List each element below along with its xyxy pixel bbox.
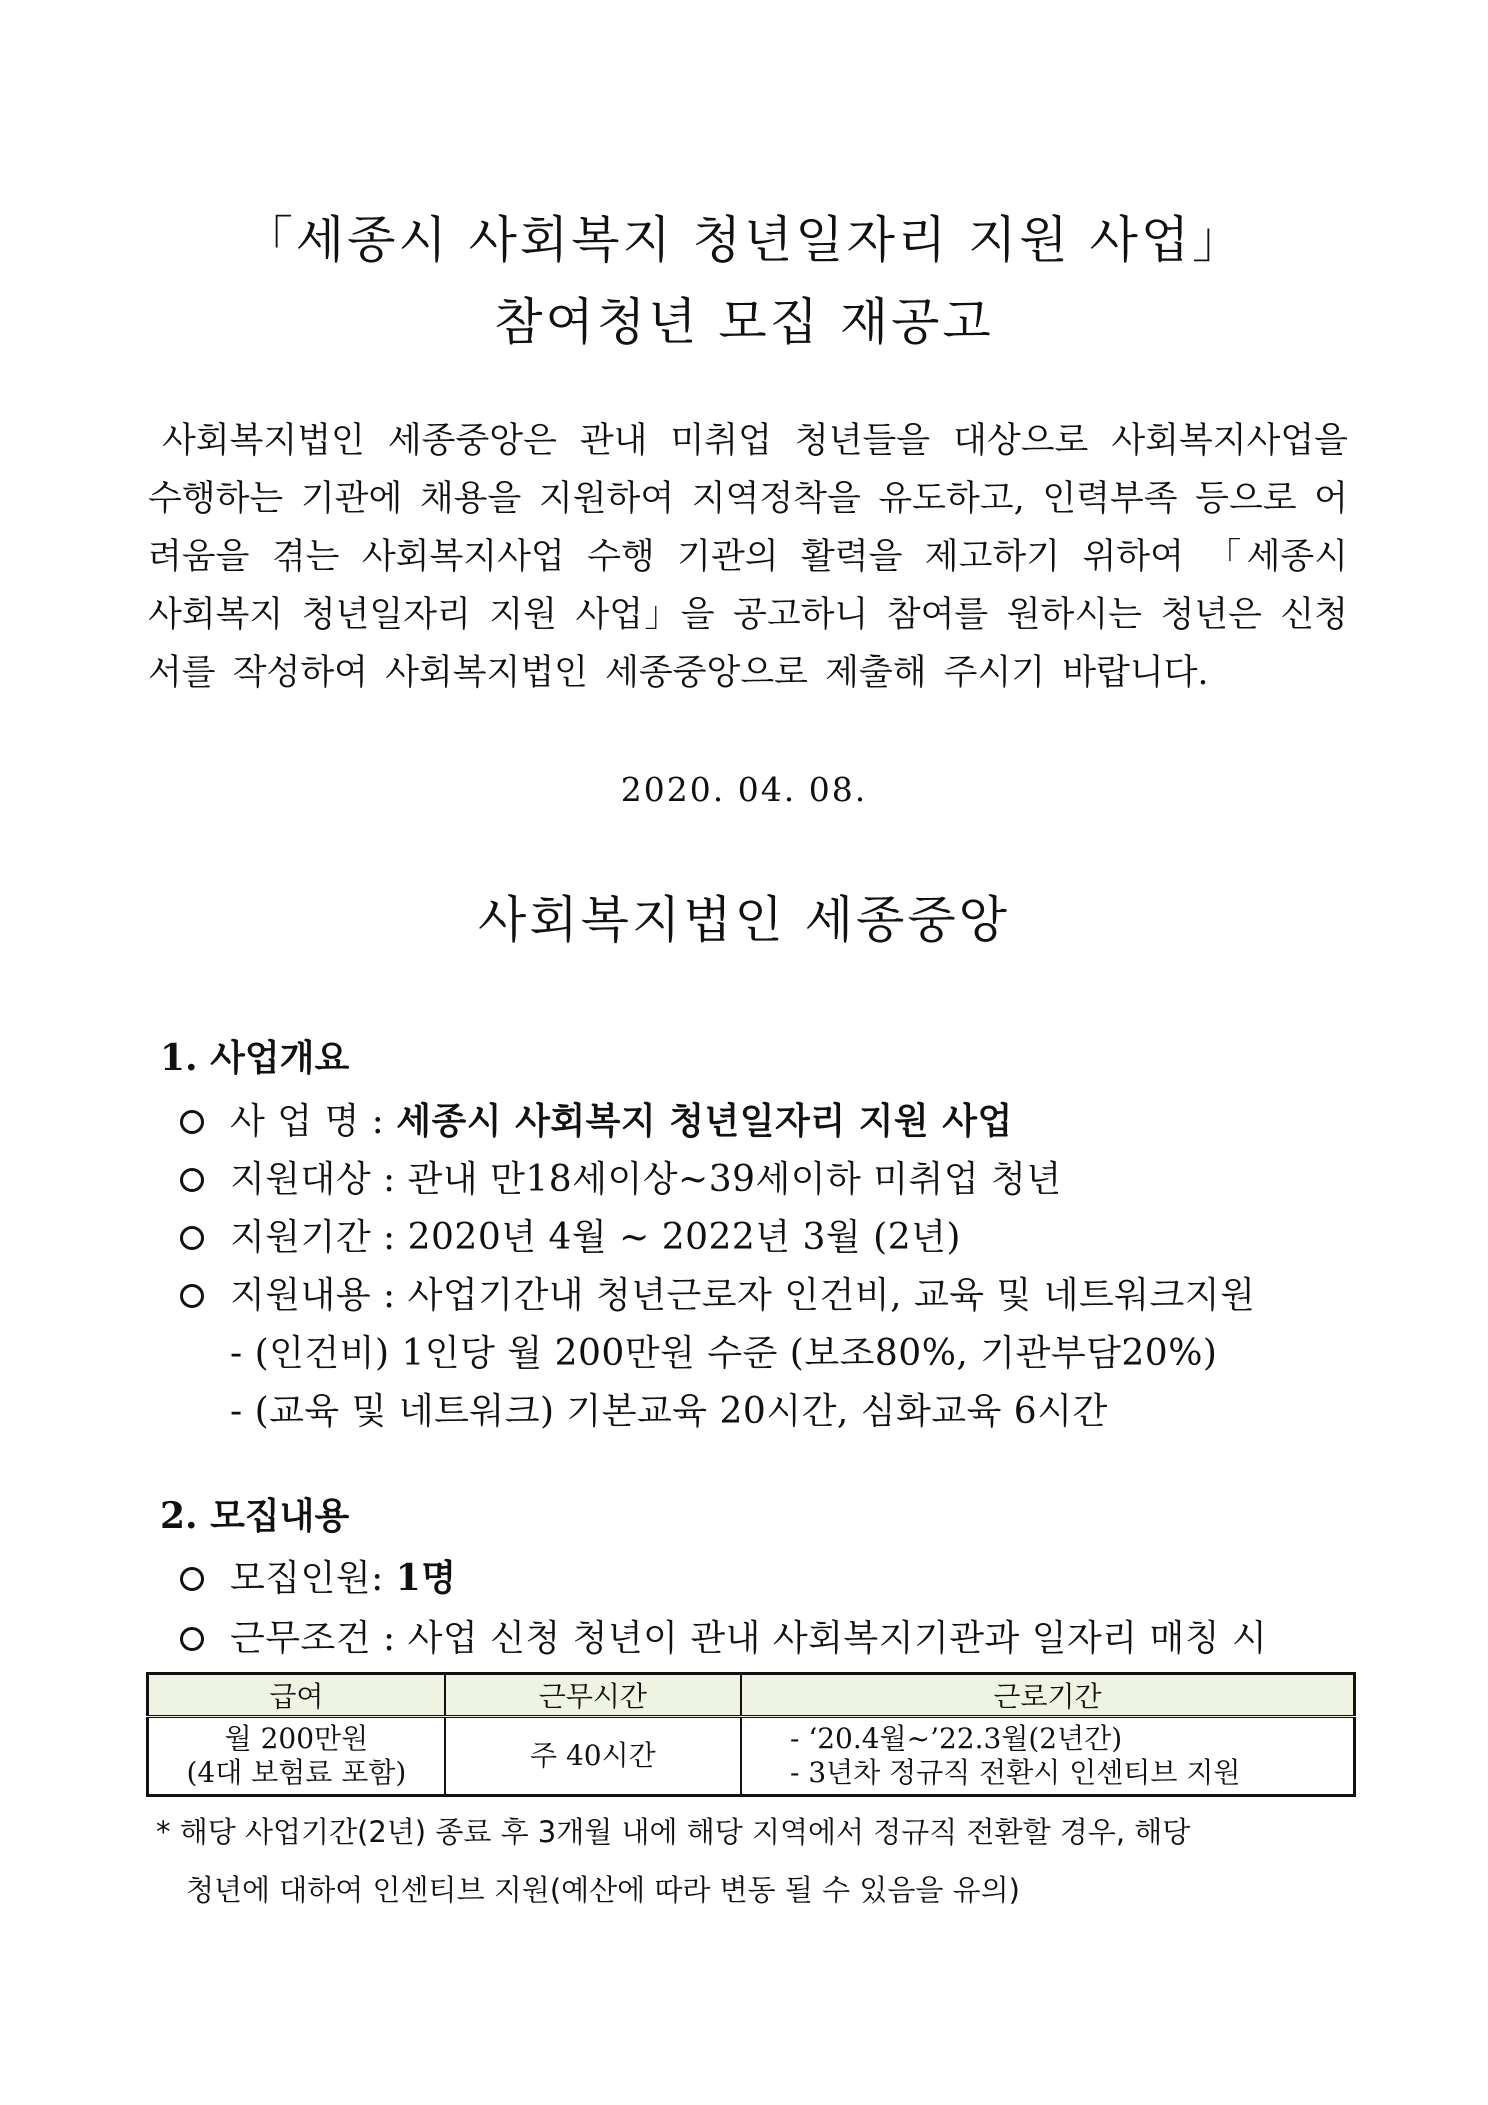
bullet-circle-icon (180, 1627, 204, 1651)
overview-item-content (180, 1267, 1255, 1318)
salary-line1: 월 200만원 (224, 1722, 369, 1755)
period-line2: - 3년차 정규직 전환시 인센티브 지원 (789, 1756, 1241, 1789)
header-hours: 근무시간 (445, 1674, 741, 1717)
table-header-row (148, 1674, 1355, 1717)
recruit-item-count (180, 1550, 457, 1601)
item-label: 근무조건 : (230, 1618, 408, 1659)
cell-hours: 주 40시간 (445, 1717, 741, 1796)
item-value: 사업 신청 청년이 관내 사회복지기관과 일자리 매칭 시 (407, 1618, 1268, 1659)
item-value: 세종시 사회복지 청년일자리 지원 사업 (396, 1100, 1013, 1142)
recruit-item-conditions (180, 1610, 1267, 1661)
document-title-line1: 「세종시 사회복지 청년일자리 지원 사업」 (242, 211, 1246, 269)
footnote-line1: * 해당 사업기간(2년) 종료 후 3개월 내에 해당 지역에서 정규직 전환할 경우, 해당 (156, 1815, 1191, 1849)
cell-period (741, 1717, 1355, 1796)
overview-item-project-name (180, 1093, 1013, 1144)
document-title-line2: 참여청년 모집 재공고 (494, 293, 994, 351)
period-line1: - ‘20.4월~’22.3월(2년간) (789, 1722, 1123, 1755)
working-conditions-table (146, 1672, 1356, 1797)
item-value: 사업기간내 청년근로자 인건비, 교육 및 네트워크지원 (407, 1275, 1256, 1316)
section1-heading: 1. 사업개요 (160, 1037, 350, 1079)
bullet-circle-icon (180, 1110, 204, 1134)
item-label: 모집인원: (230, 1558, 396, 1599)
section2-heading: 2. 모집내용 (160, 1495, 350, 1537)
header-period: 근로기간 (741, 1674, 1355, 1717)
bullet-circle-icon (180, 1284, 204, 1308)
overview-item-target (180, 1151, 1062, 1202)
intro-paragraph: 사회복지법인 세종중앙은 관내 미취업 청년들을 대상으로 사회복지사업을 수행하는 기관에 채용을 지원하여 지역정착을 유도하고, 인력부족 등으로 어려움을 겪는 사회복지사업 수행 기관의 활력을 제고하기 위하여 「세종시 사회복지 청년일자리 지원 사업」을 공고하니 참여를 원하시는 청년은 신청서를 작성하여 사회복지법인 세종중앙으로 제출해 주시기 바랍니다. (148, 421, 1348, 693)
item-label: 지원대상 : (230, 1159, 408, 1200)
table-row (148, 1717, 1355, 1796)
salary-line2: (4대 보험료 포함) (186, 1756, 407, 1789)
cell-salary (148, 1717, 445, 1796)
item-value: 2020년 4월 ~ 2022년 3월 (2년) (407, 1217, 961, 1258)
footnote-line2: 청년에 대하여 인센티브 지원(예산에 따라 변동 될 수 있음을 유의) (186, 1873, 1020, 1907)
bullet-circle-icon (180, 1567, 204, 1591)
item-label: 지원내용 : (230, 1275, 408, 1316)
bullet-circle-icon (180, 1168, 204, 1192)
overview-subitem-labor-cost: - (인건비) 1인당 월 200만원 수준 (보조80%, 기관부담20%) (230, 1333, 1218, 1374)
item-label: 지원기간 : (230, 1217, 408, 1258)
overview-item-period (180, 1209, 961, 1260)
item-label: 사 업 명 : (230, 1101, 397, 1142)
item-value: 관내 만18세이상~39세이하 미취업 청년 (407, 1159, 1062, 1200)
bullet-circle-icon (180, 1226, 204, 1250)
item-value: 1명 (395, 1557, 457, 1599)
header-salary: 급여 (148, 1674, 445, 1717)
announcement-date: 2020. 04. 08. (620, 770, 868, 809)
overview-subitem-education: - (교육 및 네트워크) 기본교육 20시간, 심화교육 6시간 (230, 1391, 1108, 1432)
organization-name: 사회복지법인 세종중앙 (478, 891, 1010, 949)
